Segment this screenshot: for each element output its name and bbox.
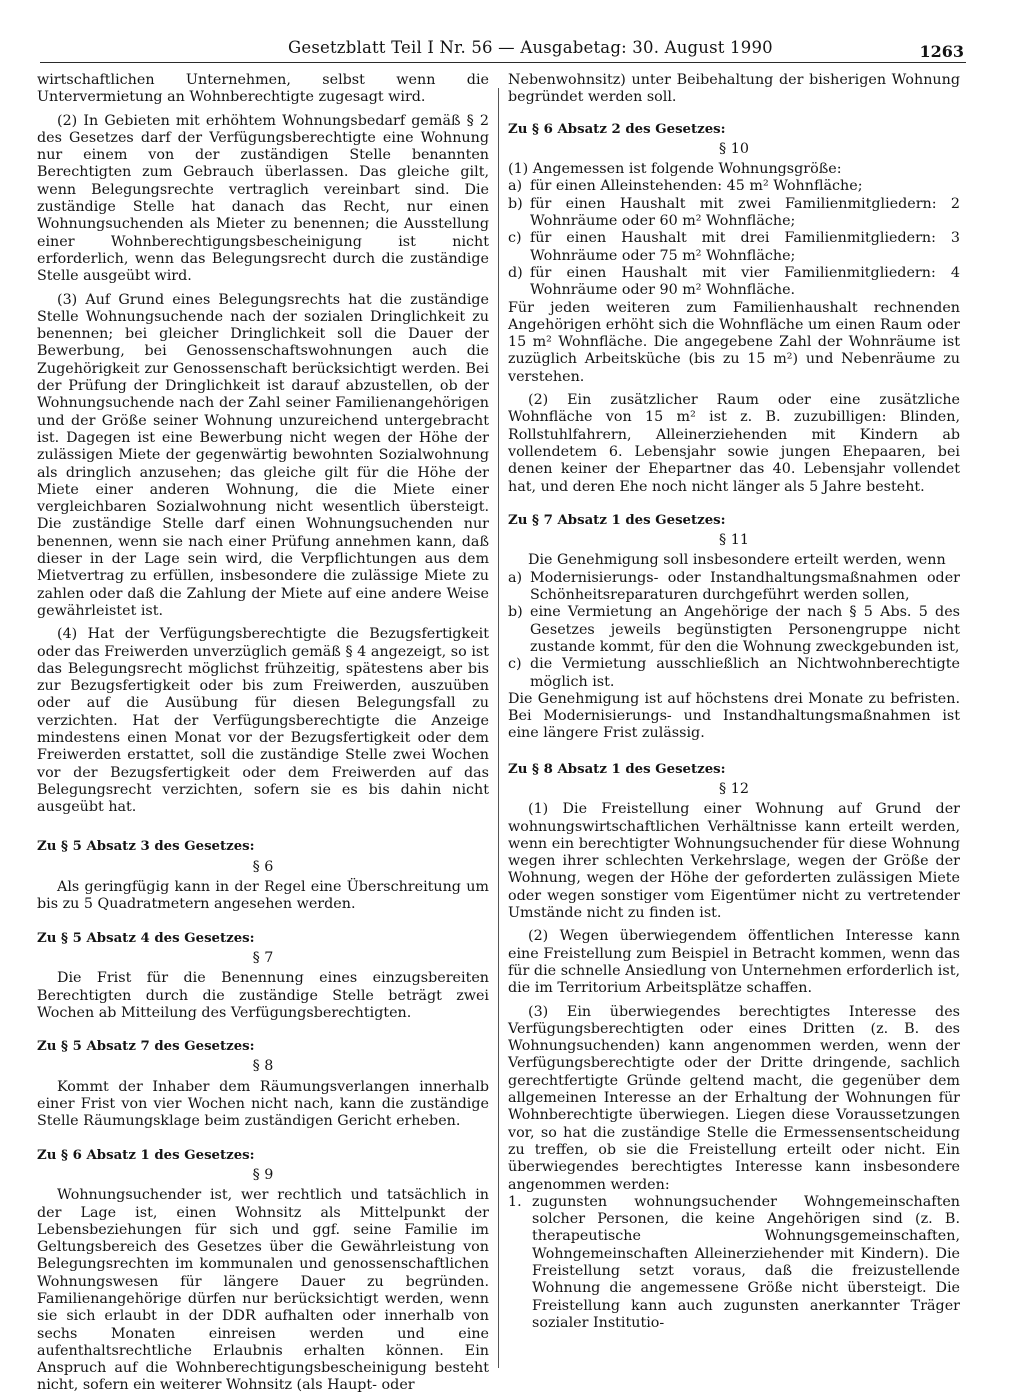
list-label: 1. [508,1193,522,1210]
list-10 [508,178,960,299]
list-item [508,196,960,231]
left-column [37,72,489,1395]
paragraph-number: § 10 [719,140,749,157]
paragraph: (4) Hat der Verfügungsberechtigte die Bezugsfertigkeit oder das Freiwerden unverzüglich gemäß § 4 angezeigt, so ist das Belegungsrecht möglichst frühzeitig, spätestens aber bis zur Bezugsfertigkeit oder bis zum Freiwerden, auszuüben oder auf die Ausübung für diesen Belegungsfall zu verzichten. Hat der Verfügungsberechtigte die Anzeige mindestens einen Monat vor der Bezugsfertigkeit oder dem Freiwerden erstattet, soll die zuständige Stelle zwei Wochen vor der Bezugsfertigkeit oder dem Freiwerden auf das Belegungsrecht verzichten, sofern sie es bis dahin nicht ausgeübt hat. [37,626,489,816]
paragraph-number: § 6 [252,858,274,875]
paragraph-number: § 11 [719,532,749,549]
paragraph: (2) Wegen überwiegendem öffentlichen Interesse kann eine Freistellung zum Beispiel in Betracht kommen, wenn das für die schnelle Ansiedlung von Unternehmen erforderlich ist, die im Territorium Arbeitsplätze schaffen. [508,928,960,997]
list-label: c) [508,656,522,673]
list-item [508,230,960,265]
list-text: zugunsten wohnungsuchender Wohngemeinschaften solcher Personen, die keine Angehörigen sind (z. B. therapeutische Wohnungsgemeinschaften, Wohngemeinschaften Alleinerziehender mit Kindern). Die Freistellung setzt voraus, daß die freizustellende Wohnung die angemessene Größe nicht übersteigt. Die Freistellung kann auch zugunsten anerkannter Träger sozialer Institutio- [532,1193,960,1331]
list-label: b) [508,604,523,621]
list-text: für einen Alleinstehenden: 45 m² Wohnfläche; [530,178,863,195]
paragraph-number: § 7 [252,949,274,966]
paragraph: Wohnungsuchender ist, wer rechtlich und tatsächlich in der Lage ist, einen Wohnsitz als Mittelpunkt der Lebensbeziehungen für sich und ggf. seine Familie im Geltungsbereich des Gesetzes über die Gewährleistung von Belegungsrechten im kommunalen und genossenschaftlichen Wohnungswesen für längere Dauer zu begründen. Familienangehörige dürfen nur berücksichtigt werden, wenn sie sich erlaubt in der DDR aufhalten oder innerhalb von sechs Monaten einreisen werden und eine aufenthaltsrechtliche Erlaubnis erhalten können. Ein Anspruch auf die Wohnberechtigungsbescheinigung besteht nicht, sofern ein weiterer Wohnsitz (als Haupt- oder [37,1187,489,1394]
paragraph: (2) In Gebieten mit erhöhtem Wohnungsbedarf gemäß § 2 des Gesetzes darf der Verfügungsberechtigte eine Wohnung nur einem von der zuständigen Stelle benannten Berechtigten zum Gebrauch überlassen. Das gleiche gilt, wenn Belegungsrechte vertraglich vereinbart sind. Die zuständige Stelle hat danach das Recht, nur einen Wohnungsuchenden als Mieter zu benennen; die Ausstellung einer Wohnberechtigungsbescheinigung ist nicht erforderlich, wenn das Belegungsrecht durch die zuständige Stelle ausgeübt wird. [37,112,489,285]
paragraph: (3) Ein überwiegendes berechtigtes Interesse des Verfügungsberechtigten oder eines Dritten (z. B. des Wohnungsuchenden) kann angenommen werden, wenn der Verfügungsberechtigte oder der Dritte dringende, sachlich gerechtfertigte Gründe geltend macht, die gegenüber dem allgemeinen Interesse an der Erhaltung der Wohnungen für Wohnberechtigte überwiegen. Liegen diese Voraussetzungen vor, so hat die zuständige Stelle die Ermessensentscheidung zu treffen, ob sie die Freistellung erteilt oder nicht. Ein überwiegendes berechtigtes Interesse kann insbesondere angenommen werden: [508,1003,960,1193]
list-text: eine Vermietung an Angehörige der nach § 5 Abs. 5 des Gesetzes jeweils begünstigten Personengruppe nicht zustande kommt, für den die Wohnung zweckgebunden ist, [530,604,960,655]
paragraph: Für jeden weiteren zum Familienhaushalt rechnenden Angehörigen erhöht sich die Wohnfläche um einen Raum oder 15 m² Wohnfläche. Die angegebene Zahl der Wohnräume ist zuzüglich Arbeitsküche (bis zu 15 m²) und Nebenräume zu verstehen. [508,299,960,385]
list-12 [508,1194,960,1332]
header-rule [40,62,966,63]
list-11 [508,570,960,691]
section-heading: Zu § 6 Absatz 2 des Gesetzes: [508,121,726,137]
list-text: Modernisierungs- oder Instandhaltungsmaßnahmen oder Schönheitsreparaturen durchgeführt werden sollen, [530,569,960,604]
list-label: d) [508,264,523,281]
section-heading: Zu § 8 Absatz 1 des Gesetzes: [508,761,726,777]
page-header [40,38,966,64]
list-label: c) [508,230,522,247]
list-item [508,656,960,691]
paragraph: (2) Ein zusätzlicher Raum oder eine zusätzliche Wohnfläche von 15 m² ist z. B. zuzubilligen: Blinden, Rollstuhlfahrern, Alleinerziehenden mit Kindern ab vollendetem 6. Lebensjahr sowie jungen Ehepaaren, bei denen keiner der Ehepartner das 40. Lebensjahr vollendet hat, und deren Ehe noch nicht länger als 5 Jahre besteht. [508,392,960,495]
list-item [508,604,960,656]
paragraph: (1) Die Freistellung einer Wohnung auf Grund der wohnungswirtschaftlichen Verhältnisse kann erteilt werden, wenn ein berechtigter Wohnungsuchender für diese Wohnung wegen ihrer schlechten Verkehrslage, wegen der Größe der Wohnung, wegen der Höhe der geforderten zulässigen Miete oder wegen sonstiger vom Eigentümer nicht zu vertretender Umstände nicht zu finden ist. [508,801,960,922]
paragraph: wirtschaftlichen Unternehmen, selbst wenn die Untervermietung an Wohnberechtigte zugesagt wird. [37,72,489,106]
paragraph: Die Genehmigung ist auf höchstens drei Monate zu befristen. Bei Modernisierungs- und Instandhaltungsmaßnahmen ist eine längere Frist zulässig. [508,690,960,742]
list-text: für einen Haushalt mit drei Familienmitgliedern: 3 Wohnräume oder 75 m² Wohnfläche; [530,230,960,264]
list-item [508,570,960,605]
list-text: für einen Haushalt mit vier Familienmitgliedern: 4 Wohnräume oder 90 m² Wohnfläche. [530,264,960,299]
list-item [508,178,960,195]
paragraph: (1) Angemessen ist folgende Wohnungsgröße: [508,161,842,178]
column-divider [498,88,499,1368]
list-item [508,265,960,300]
list-label: b) [508,195,523,212]
paragraph: (3) Auf Grund eines Belegungsrechts hat die zuständige Stelle Wohnungsuchende nach der sozialen Dringlichkeit zu benennen; bei gleicher Dringlichkeit soll die Dauer der Bewerbung, bei Genossenschaftswohnungen auch die Zugehörigkeit zur Genossenschaft berücksichtigt werden. Bei der Prüfung der Dringlichkeit ist darauf abzustellen, ob der Wohnungsuchende nach der Zahl seiner Familienangehörigen und der Größe seiner Wohnung unzureichend untergebracht ist. Dagegen ist eine Bewerbung nicht wegen der Höhe der zulässigen Miete der gegenwärtig bewohnten Sozialwohnung als dringlich anzusehen; das gleiche gilt für die Höhe der Miete einer anderen Wohnung, die die Miete einer vergleichbaren Sozialwohnung nicht wesentlich übersteigt. Die zuständige Stelle darf einen Wohnungsuchenden nur benennen, wenn sie nach einer Prüfung annehmen kann, daß dieser in der Lage sein wird, die Verpflichtungen aus dem Mietvertrag zu erfüllen, insbesondere die zulässige Miete zu zahlen oder daß die Zahlung der Miete auf eine andere Weise gewährleistet ist. [37,291,489,619]
list-label: a) [508,178,523,195]
right-column [508,72,960,1332]
list-text: die Vermietung ausschließlich an Nichtwohnberechtigte möglich ist. [530,656,960,690]
paragraph: Als geringfügig kann in der Regel eine Überschreitung um bis zu 5 Quadratmetern angesehen werden. [37,879,489,913]
list-item [508,1194,960,1332]
section-heading: Zu § 7 Absatz 1 des Gesetzes: [508,512,726,528]
list-label: a) [508,569,523,586]
paragraph: Nebenwohnsitz) unter Beibehaltung der bisherigen Wohnung begründet werden soll. [508,72,960,106]
section-heading: Zu § 5 Absatz 4 des Gesetzes: [37,930,255,946]
section-heading: Zu § 5 Absatz 7 des Gesetzes: [37,1039,255,1055]
gazette-title: Gesetzblatt Teil I Nr. 56 — Ausgabetag: 30. August 1990 [288,38,773,57]
section-heading: Zu § 5 Absatz 3 des Gesetzes: [37,839,255,855]
paragraph-number: § 9 [252,1166,274,1183]
paragraph: Die Frist für die Benennung eines einzugsbereiten Berechtigten durch die zuständige Stelle beträgt zwei Wochen ab Mitteilung des Verfügungsberechtigten. [37,970,489,1021]
paragraph: Kommt der Inhaber dem Räumungsverlangen innerhalb einer Frist von vier Wochen nicht nach, kann die zuständige Stelle Räumungsklage beim zuständigen Gericht erheben. [37,1078,489,1130]
paragraph: Die Genehmigung soll insbesondere erteilt werden, wenn [528,552,946,569]
section-heading: Zu § 6 Absatz 1 des Gesetzes: [37,1147,255,1163]
paragraph-number: § 8 [252,1058,274,1075]
page-number: 1263 [919,42,964,61]
paragraph-number: § 12 [719,780,749,797]
list-text: für einen Haushalt mit zwei Familienmitgliedern: 2 Wohnräume oder 60 m² Wohnfläche; [530,195,960,230]
